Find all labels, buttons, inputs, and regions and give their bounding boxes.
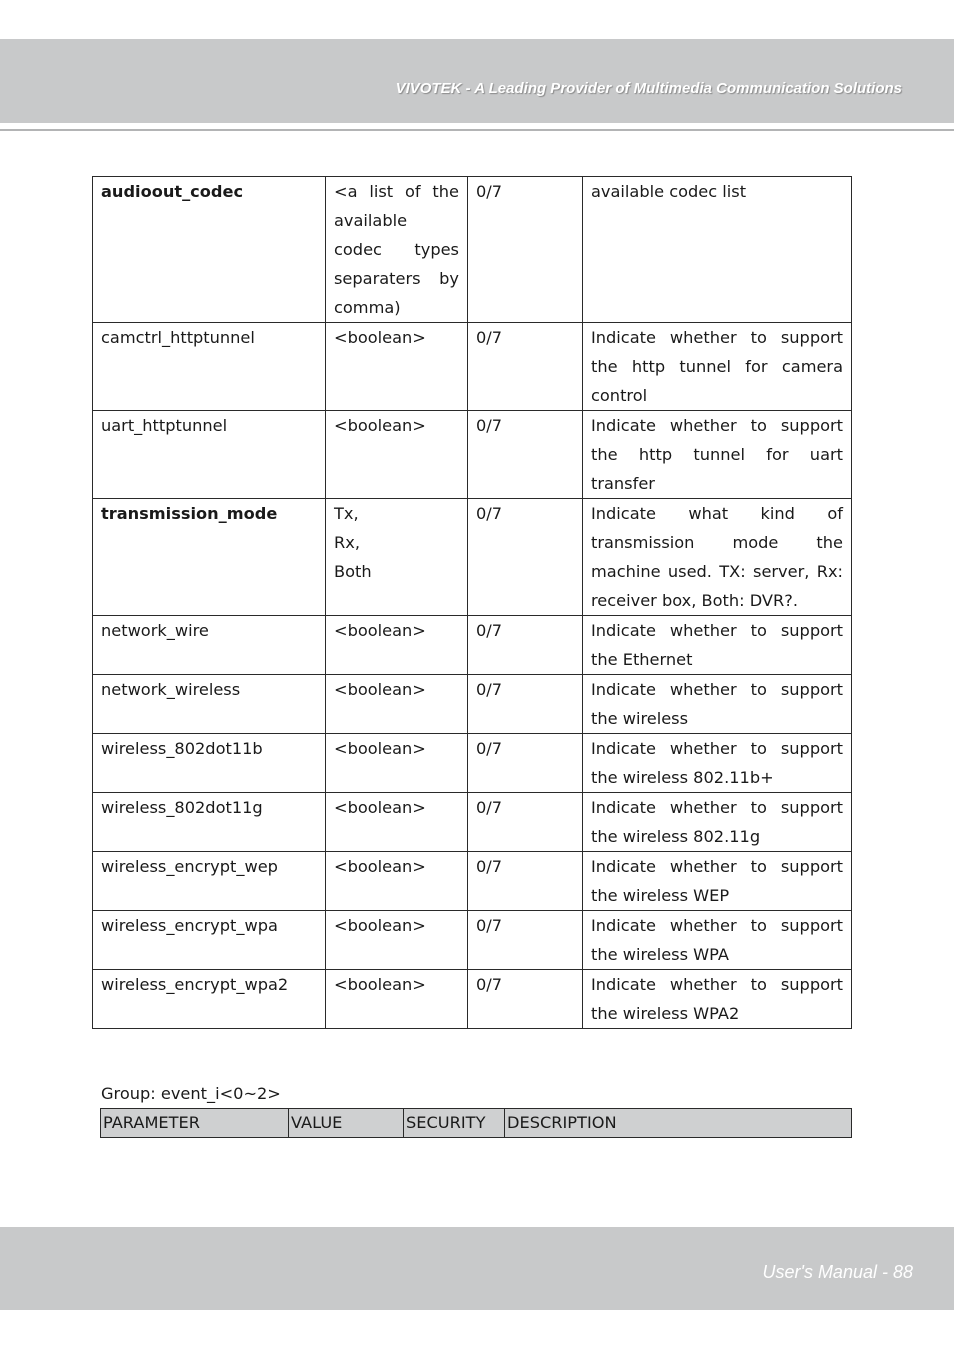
- parameter-value: [326, 499, 468, 616]
- parameter-value: <boolean>: [326, 616, 468, 675]
- value-option: Both: [334, 562, 372, 581]
- parameter-name: wireless_802dot11g: [93, 793, 326, 852]
- parameter-value: <boolean>: [326, 675, 468, 734]
- parameter-description: Indicate whether to support the wireless WEP: [583, 852, 852, 911]
- parameter-value: <boolean>: [326, 411, 468, 499]
- group-table-header: [100, 1108, 852, 1138]
- table-row: [93, 852, 852, 911]
- parameter-security: 0/7: [468, 411, 583, 499]
- parameter-security: 0/7: [468, 323, 583, 411]
- parameter-security: 0/7: [468, 970, 583, 1029]
- parameter-value: <boolean>: [326, 323, 468, 411]
- parameter-description: Indicate whether to support the wireless WPA: [583, 911, 852, 970]
- parameter-value: <a list of the available codec types separaters by comma): [326, 177, 468, 323]
- parameter-description: Indicate whether to support the wireless 802.11b+: [583, 734, 852, 793]
- parameter-value: <boolean>: [326, 793, 468, 852]
- table-row: [93, 499, 852, 616]
- parameter-description: Indicate whether to support the wireless WPA2: [583, 970, 852, 1029]
- table-row: [93, 970, 852, 1029]
- parameter-name: transmission_mode: [93, 499, 326, 616]
- parameter-table: [92, 176, 852, 1029]
- column-header-value: VALUE: [289, 1109, 404, 1138]
- table-row: [93, 323, 852, 411]
- header-divider: [0, 129, 954, 131]
- parameter-description: Indicate whether to support the Ethernet: [583, 616, 852, 675]
- parameter-value: <boolean>: [326, 911, 468, 970]
- parameter-name: network_wireless: [93, 675, 326, 734]
- parameter-name: audioout_codec: [93, 177, 326, 323]
- value-option: Rx,: [334, 533, 360, 552]
- parameter-security: 0/7: [468, 852, 583, 911]
- table-row: [93, 675, 852, 734]
- parameter-description: Indicate whether to support the wireless 802.11g: [583, 793, 852, 852]
- table-row: [93, 911, 852, 970]
- header-title: VIVOTEK - A Leading Provider of Multimedia Communication Solutions: [395, 80, 902, 97]
- parameter-value: <boolean>: [326, 970, 468, 1029]
- parameter-name: wireless_encrypt_wpa2: [93, 970, 326, 1029]
- parameter-name: wireless_encrypt_wpa: [93, 911, 326, 970]
- column-header-parameter: PARAMETER: [101, 1109, 289, 1138]
- parameter-security: 0/7: [468, 675, 583, 734]
- parameter-name: wireless_802dot11b: [93, 734, 326, 793]
- parameter-value: <boolean>: [326, 734, 468, 793]
- parameter-description: Indicate what kind of transmission mode the machine used. TX: server, Rx: receiver box, Both: DVR?.: [583, 499, 852, 616]
- parameter-value: <boolean>: [326, 852, 468, 911]
- parameter-security: 0/7: [468, 734, 583, 793]
- column-header-description: DESCRIPTION: [505, 1109, 852, 1138]
- parameter-description: available codec list: [583, 177, 852, 323]
- column-header-security: SECURITY: [404, 1109, 505, 1138]
- parameter-name: wireless_encrypt_wep: [93, 852, 326, 911]
- table-row: [93, 411, 852, 499]
- parameter-security: 0/7: [468, 616, 583, 675]
- parameter-security: 0/7: [468, 911, 583, 970]
- table-row: [93, 734, 852, 793]
- group-label: Group: event_i<0~2>: [101, 1084, 281, 1103]
- value-option: Tx,: [334, 504, 359, 523]
- parameter-security: 0/7: [468, 177, 583, 323]
- table-row: [93, 616, 852, 675]
- parameter-description: Indicate whether to support the http tunnel for camera control: [583, 323, 852, 411]
- parameter-name: network_wire: [93, 616, 326, 675]
- parameter-name: uart_httptunnel: [93, 411, 326, 499]
- parameter-security: 0/7: [468, 793, 583, 852]
- table-row: [93, 177, 852, 323]
- parameter-security: 0/7: [468, 499, 583, 616]
- page-number: User's Manual - 88: [762, 1262, 913, 1282]
- parameter-description: Indicate whether to support the wireless: [583, 675, 852, 734]
- parameter-description: Indicate whether to support the http tunnel for uart transfer: [583, 411, 852, 499]
- table-row: [93, 793, 852, 852]
- parameter-name: camctrl_httptunnel: [93, 323, 326, 411]
